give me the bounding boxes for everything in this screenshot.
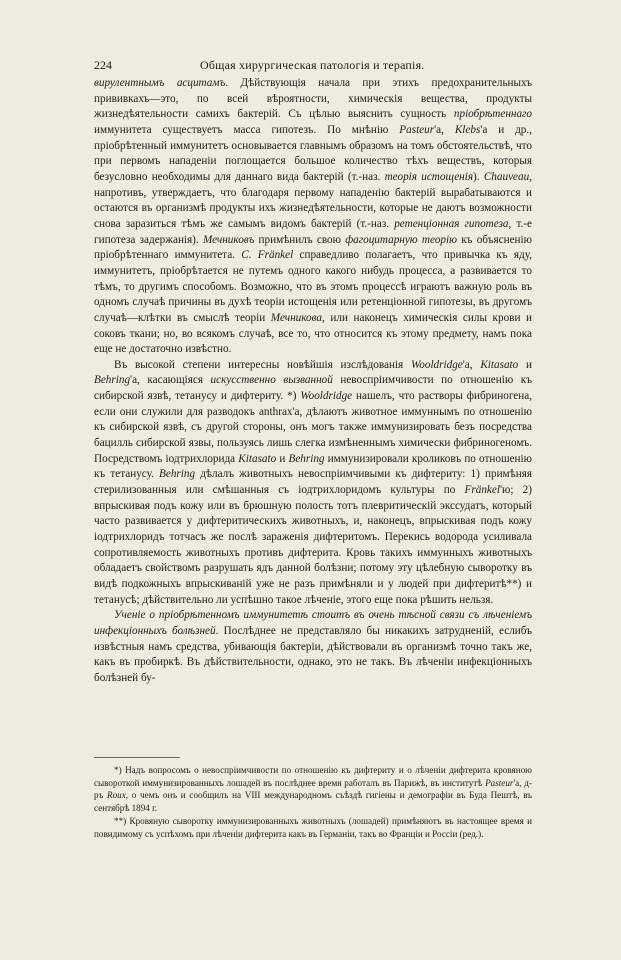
italic-text: Pasteur <box>485 777 514 788</box>
footnotes <box>94 764 532 840</box>
text-run: , или наконецъ химическія силы крови и соковъ ткани; но, во всякомъ случаѣ, все то, что относится къ этому предмету, намъ пока еще не достаточно извѣстно. <box>94 311 532 356</box>
text-run: 'a и др., пріобрѣтенный иммунитетъ основывается главнымъ образомъ на томъ обстоятельствѣ, что при первомъ нападеніи поглощается большое количество тѣхъ веществъ, которыя безусловно необходимы для даннаго вида бактерій (т.-наз. <box>94 123 532 183</box>
italic-text: Fränkel <box>464 484 500 497</box>
text-run: *) Надъ вопросомъ о невоспріимчивости по отношенію къ дифтериту и о лѣченіи дифтерита кровяною сывороткой иммунизированныхъ лошадей въ послѣднее время работалъ въ Парижѣ, въ институтѣ <box>94 765 532 788</box>
italic-text: Behring <box>288 452 325 465</box>
italic-text: Behring <box>94 374 131 387</box>
running-title: Общая хирургическая патологія и терапія. <box>200 58 425 72</box>
italic-text: Pasteur <box>399 123 435 136</box>
text-run: ). <box>473 170 484 183</box>
italic-text: Behring <box>159 468 196 481</box>
italic-text: C. Fränkel <box>241 249 294 262</box>
paragraph <box>94 76 532 358</box>
italic-text: Klebs <box>454 123 481 136</box>
text-run: дѣлалъ животныхъ невоспріимчивыми къ дифтериту: 1) примѣняя стерилизованныя или смѣшанныя съ іодтрихлоридомъ культуры по <box>94 468 532 497</box>
text-run: . Дѣйствующія начала при этихъ предохранительныхъ прививкахъ—это, по всей вѣроятности, химическія вещества, продукты жизнедѣятельности самихъ бактерій. Съ цѣлью выяснить сущность <box>94 77 532 121</box>
text-run: и <box>276 452 289 465</box>
text-run: , напротивъ, утверждаетъ, что благодаря первому нападенію бактерій вырабатываются и остаются въ организмѣ продукты ихъ жизнедѣятельности, которые не даютъ возможности снова заразиться тѣмъ же самымъ видомъ бактерій (т.-наз. <box>94 170 532 230</box>
paragraph <box>94 608 532 686</box>
text-run: иммунизировали кроликовъ по отношенію къ тетанусу. <box>94 452 532 481</box>
italic-text: фагоцитарную теорію <box>345 233 458 246</box>
text-run: 'a, д-ръ <box>94 777 532 801</box>
text-run: иммунитета существуетъ масса гипотезъ. По мнѣнію <box>94 123 400 136</box>
text-run: 'a, <box>462 358 481 371</box>
paragraph <box>94 358 532 609</box>
italic-text: Wooldridge <box>410 358 463 371</box>
footnote <box>94 764 532 815</box>
text-run: 'a, касающіяся <box>130 374 211 387</box>
text-run: и <box>518 358 532 371</box>
italic-text: Kitasato <box>480 358 519 371</box>
text-run: , о чемъ онъ и сообщилъ на VIII международномъ съѣздѣ гигіены и демографіи въ Буда Пештѣ, въ сентябрѣ 1894 г. <box>94 790 533 814</box>
text-run: 'a, <box>434 123 455 136</box>
italic-text: Ученіе о пріобрѣтенномъ иммунитетѣ стоитъ въ очень тѣсной связи съ лѣченіемъ инфекціонныхъ болѣзней <box>94 609 532 637</box>
italic-text: Мечниковъ <box>202 233 255 246</box>
footnote <box>94 815 532 840</box>
text-run: примѣнилъ свою <box>254 233 346 246</box>
italic-text: Chauveau <box>483 170 530 183</box>
text-run: Въ высокой степени интересны новѣйшія изслѣдованія <box>114 358 411 371</box>
text-run: , т.-е гипотеза задержанія). <box>94 217 532 246</box>
text-run: **) Кровяную сыворотку иммунизированныхъ животныхъ (лошадей) примѣняютъ въ настоящее время и повидимому съ успѣхомъ при лѣченіи дифтерита какъ въ Германіи, такъ во Франціи и Россіи (ред.). <box>94 815 532 839</box>
italic-text: пріобрѣтеннаго <box>453 108 532 121</box>
italic-text: Wooldridge <box>300 390 353 403</box>
italic-text: ретенціонная гипотеза <box>394 217 509 230</box>
text-run: нашелъ, что растворы фибриногена, если они служили для разводокъ anthrax'a, дѣлаютъ животное иммуннымъ по отношенію къ сибирской язвѣ, съ другой стороны, онъ могъ также иммунизировать безъ посредства бацилль сибирской язвы, пользуясь лишь слегка измѣненнымъ химически фибриногеномъ. Посредствомъ іодтрихлорида <box>94 390 532 465</box>
text-run: къ объясненію пріобрѣтеннаго иммунитета. <box>94 233 533 262</box>
text-run: справедливо полагаетъ, что привычка къ яду, иммунитетъ, пріобрѣтается не путемъ одного какого нибудь процесса, а развивается то тѣмъ, то другимъ способомъ. Возможно, что въ этомъ процессѣ играютъ важную роль въ одномъ случаѣ причины въ духѣ теоріи истощенія или ретенціонной гипотезы, въ другомъ случаѣ—клѣтки въ смыслѣ теоріи <box>94 249 532 324</box>
footnote-divider <box>94 757 180 758</box>
italic-text: теорія истощенія <box>384 170 474 183</box>
italic-text: искусственно вызванной <box>210 374 333 387</box>
text-run: 'ю; 2) впрыскивая подъ кожу или въ брюшную полость тотъ плевритическій экссудатъ, который часто развивается у дифтеритическихъ животныхъ, и, наконецъ, впрыскивая подъ кожу іодтрихлоридъ тотчасъ же послѣ зараженія дифтеритомъ. Перекись водорода усиливала сопротивляемость животныхъ противъ дифтерита. Кровь такихъ иммунныхъ животныхъ обладаетъ свойствомъ разрушать ядъ данной болѣзни; потому эту цѣлебную сыворотку въ видѣ подкожныхъ впрыскиваній уже не разъ примѣняли и у людей при дифтеритѣ**) и тетанусѣ; дѣйствительно ли успѣшно такое лѣченіе, этого еще пока рѣшить нельзя. <box>94 484 532 606</box>
page-number: 224 <box>94 58 112 72</box>
text-run: . Послѣднее не представляло бы никакихъ затрудненій, еслибъ извѣстныя намъ средства, убивающія бактеріи, дѣйствовали въ организмѣ точно такъ же, какъ въ пробиркѣ. Въ дѣйствительности, однако, это не такъ. Въ лѣченіи инфекціонныхъ болѣзней бу- <box>94 624 532 684</box>
text-run: невоспріимчивости по отношенію къ сибирской язвѣ, тетанусу и дифтериту. *) <box>94 374 532 403</box>
italic-text: Roux <box>107 790 126 801</box>
italic-text: вирулентнымъ асцитамъ <box>94 77 226 89</box>
italic-text: Kitasato <box>238 452 277 465</box>
italic-text: Мечникова <box>270 311 323 324</box>
body-text <box>94 76 532 687</box>
